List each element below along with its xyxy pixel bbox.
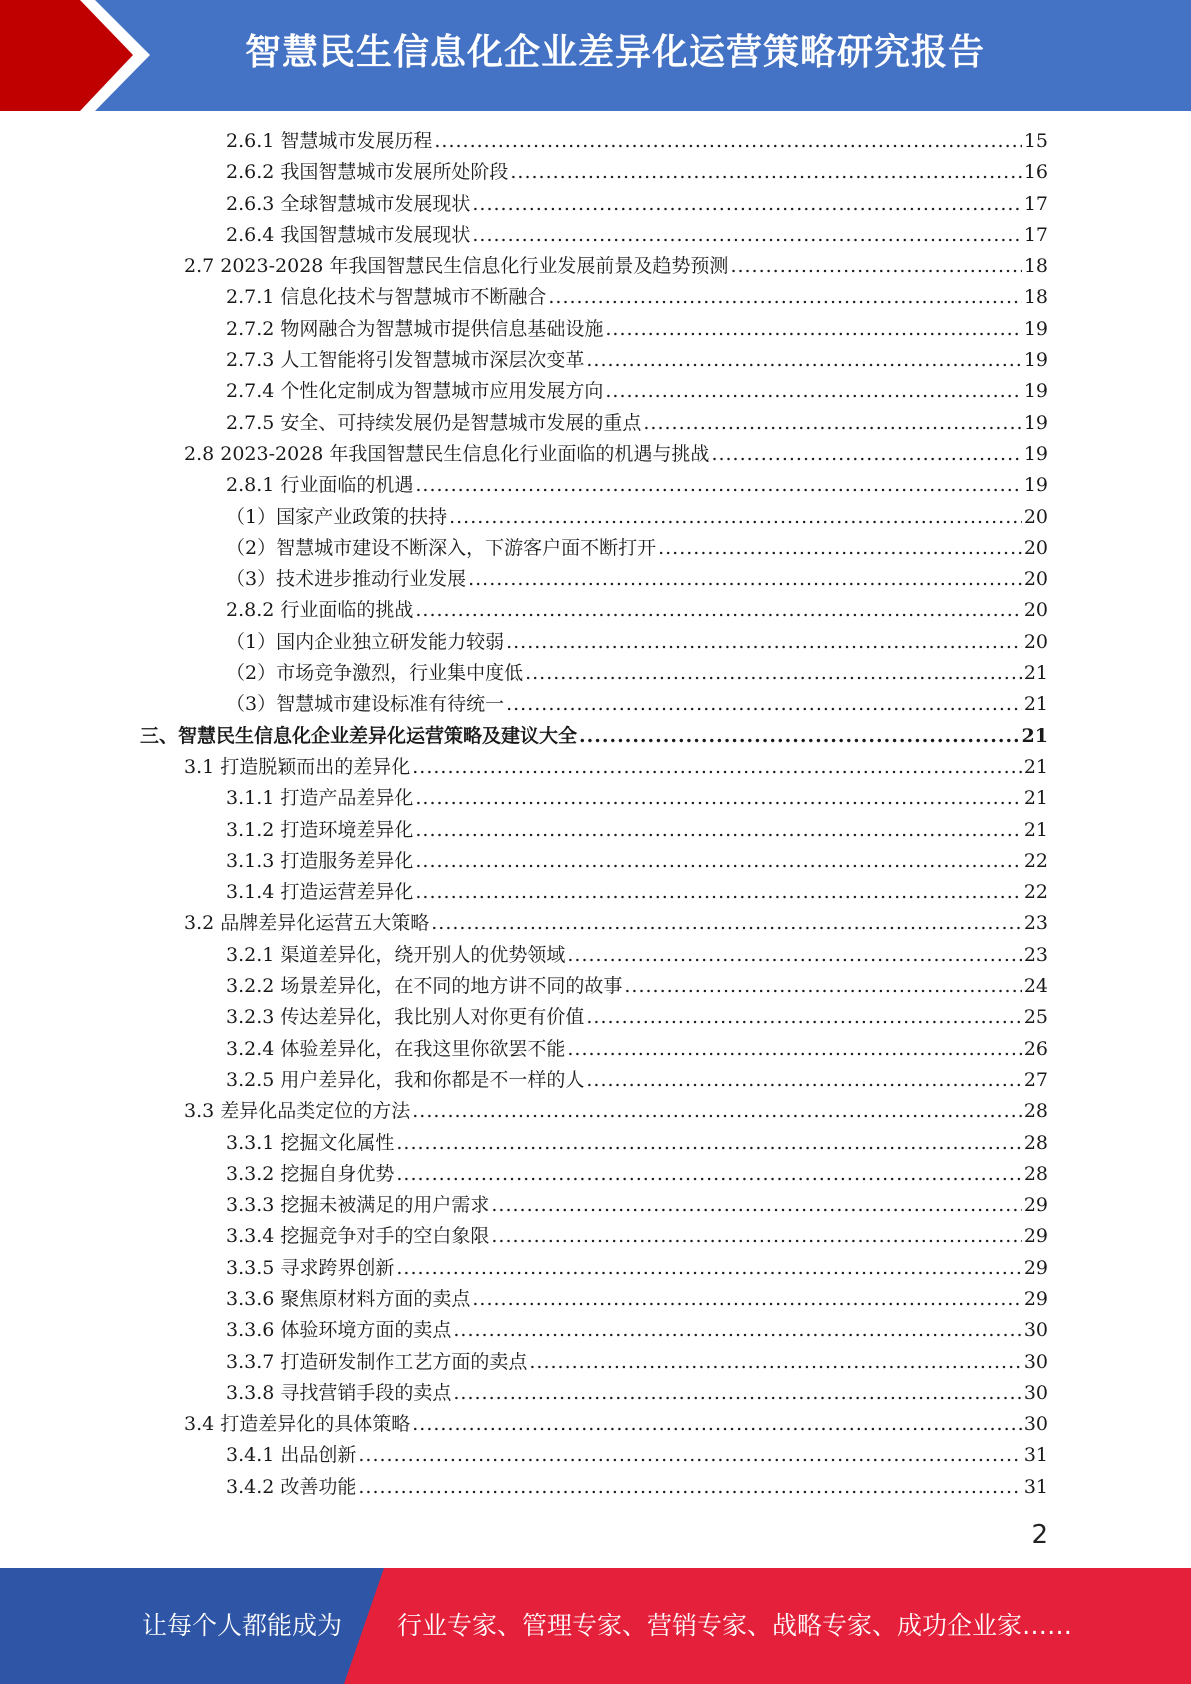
toc-entry[interactable] [0, 126, 1191, 157]
toc-entry-page: 25 [1023, 1006, 1048, 1029]
toc-entry-page: 20 [1023, 536, 1048, 559]
toc-dot-leader [453, 1378, 1021, 1409]
toc-entry[interactable] [0, 1128, 1191, 1159]
toc-entry-title: 3.2.5 用户差异化，我和你都是不一样的人 [226, 1068, 585, 1091]
toc-entry-page: 29 [1023, 1194, 1048, 1217]
toc-entry-title: 3.1 打造脱颖而出的差异化 [184, 755, 411, 778]
toc-entry-title: 3.3.7 打造研发制作工艺方面的卖点 [226, 1350, 528, 1373]
toc-entry[interactable] [0, 1472, 1191, 1503]
toc-dot-leader [415, 815, 1021, 846]
toc-entry-title: 3.3 差异化品类定位的方法 [184, 1100, 411, 1123]
toc-entry-page: 30 [1023, 1381, 1048, 1404]
toc-entry-page: 23 [1023, 912, 1048, 935]
toc-dot-leader [358, 1472, 1021, 1503]
toc-entry[interactable] [0, 752, 1191, 783]
toc-entry[interactable] [0, 314, 1191, 345]
toc-entry-title: 3.3.8 寻找营销手段的卖点 [226, 1381, 452, 1404]
toc-dot-leader [548, 282, 1021, 313]
toc-entry-title: 2.7.1 信息化技术与智慧城市不断融合 [226, 286, 547, 309]
toc-entry[interactable] [0, 408, 1191, 439]
toc-dot-leader [658, 533, 1022, 564]
toc-entry[interactable] [0, 658, 1191, 689]
toc-entry[interactable] [0, 1347, 1191, 1378]
toc-entry-page: 24 [1023, 975, 1048, 998]
toc-entry-page: 20 [1023, 599, 1048, 622]
toc-entry-page: 18 [1023, 255, 1048, 278]
toc-entry-page: 16 [1023, 161, 1048, 184]
toc-entry-title: 3.3.4 挖掘竞争对手的空白象限 [226, 1225, 490, 1248]
toc-dot-leader [529, 1347, 1021, 1378]
toc-entry-title: 2.8 2023-2028 年我国智慧民生信息化行业面临的机遇与挑战 [184, 442, 710, 465]
toc-entry[interactable] [0, 1409, 1191, 1440]
toc-entry-page: 21 [1023, 787, 1048, 810]
toc-entry-title: 3.2.3 传达差异化，我比别人对你更有价值 [226, 1006, 585, 1029]
toc-entry-title: 3.3.1 挖掘文化属性 [226, 1131, 395, 1154]
toc-entry-title: 3.4.1 出品创新 [226, 1444, 357, 1467]
toc-dot-leader [491, 1190, 1021, 1221]
toc-entry-title: 三、智慧民生信息化企业差异化运营策略及建议大全 [140, 724, 578, 747]
toc-dot-leader [468, 564, 1022, 595]
toc-entry[interactable] [0, 470, 1191, 501]
toc-dot-leader [412, 752, 1022, 783]
page-number: 2 [1031, 1520, 1048, 1550]
toc-dot-leader [643, 408, 1021, 439]
toc-dot-leader [730, 251, 1021, 282]
toc-entry-title: 2.7.4 个性化定制成为智慧城市应用发展方向 [226, 380, 604, 403]
toc-dot-leader [510, 157, 1021, 188]
toc-entry[interactable] [0, 345, 1191, 376]
toc-entry-page: 23 [1023, 943, 1048, 966]
toc-entry-page: 20 [1023, 568, 1048, 591]
toc-entry-title: （1）国家产业政策的扶持 [226, 505, 448, 528]
toc-entry-page: 28 [1023, 1162, 1048, 1185]
toc-entry-page: 30 [1023, 1350, 1048, 1373]
toc-entry-title: （2）市场竞争激烈，行业集中度低 [226, 662, 524, 685]
toc-entry-page: 21 [1023, 755, 1048, 778]
toc-dot-leader [586, 1065, 1021, 1096]
toc-entry[interactable] [0, 439, 1191, 470]
toc-entry[interactable] [0, 1159, 1191, 1190]
toc-entry-title: 3.2 品牌差异化运营五大策略 [184, 912, 430, 935]
toc-entry-page: 21 [1023, 662, 1048, 685]
toc-entry-title: 2.6.4 我国智慧城市发展现状 [226, 223, 471, 246]
toc-dot-leader [396, 1128, 1021, 1159]
toc-entry[interactable] [0, 940, 1191, 971]
toc-entry[interactable] [0, 1065, 1191, 1096]
toc-entry-page: 22 [1023, 849, 1048, 872]
toc-entry-title: 2.7.3 人工智能将引发智慧城市深层次变革 [226, 349, 585, 372]
toc-entry[interactable] [0, 1315, 1191, 1346]
toc-entry[interactable] [0, 1190, 1191, 1221]
toc-entry-title: 2.8.1 行业面临的机遇 [226, 474, 414, 497]
toc-entry-page: 28 [1023, 1100, 1048, 1123]
toc-entry-page: 27 [1023, 1068, 1048, 1091]
toc-dot-leader [415, 783, 1021, 814]
toc-entry-page: 19 [1023, 411, 1048, 434]
toc-entry-page: 28 [1023, 1131, 1048, 1154]
toc-entry-page: 21 [1023, 818, 1048, 841]
toc-dot-leader [472, 189, 1021, 220]
table-of-contents [0, 126, 1191, 1503]
toc-entry[interactable] [0, 564, 1191, 595]
toc-dot-leader [567, 1034, 1021, 1065]
toc-entry-title: 2.7.5 安全、可持续发展仍是智慧城市发展的重点 [226, 411, 642, 434]
toc-entry[interactable] [0, 595, 1191, 626]
toc-entry-title: 2.6.2 我国智慧城市发展所处阶段 [226, 161, 509, 184]
toc-entry-page: 18 [1023, 286, 1048, 309]
toc-entry[interactable] [0, 1440, 1191, 1471]
toc-entry-page: 21 [1021, 724, 1048, 747]
toc-entry[interactable] [0, 157, 1191, 188]
toc-dot-leader [358, 1440, 1021, 1471]
toc-entry[interactable] [0, 376, 1191, 407]
toc-entry[interactable] [0, 1253, 1191, 1284]
page-footer [0, 1568, 1191, 1684]
toc-dot-leader [506, 627, 1022, 658]
toc-dot-leader [506, 689, 1022, 720]
toc-entry[interactable] [0, 783, 1191, 814]
toc-dot-leader [449, 502, 1022, 533]
toc-entry-page: 31 [1023, 1475, 1048, 1498]
toc-dot-leader [472, 1284, 1021, 1315]
toc-entry[interactable] [0, 533, 1191, 564]
toc-entry-title: 3.3.6 聚焦原材料方面的卖点 [226, 1287, 471, 1310]
toc-entry[interactable] [0, 815, 1191, 846]
toc-entry-title: 3.1.1 打造产品差异化 [226, 787, 414, 810]
toc-entry[interactable] [0, 282, 1191, 313]
toc-entry-title: 2.8.2 行业面临的挑战 [226, 599, 414, 622]
toc-entry[interactable] [0, 1284, 1191, 1315]
toc-dot-leader [412, 1409, 1022, 1440]
toc-dot-leader [396, 1253, 1021, 1284]
toc-entry-title: 2.7.2 物网融合为智慧城市提供信息基础设施 [226, 317, 604, 340]
toc-entry[interactable] [0, 1378, 1191, 1409]
toc-entry-title: 3.3.5 寻求跨界创新 [226, 1256, 395, 1279]
toc-entry[interactable] [0, 189, 1191, 220]
toc-entry-page: 20 [1023, 630, 1048, 653]
toc-entry-page: 15 [1023, 130, 1048, 152]
toc-entry-page: 20 [1023, 505, 1048, 528]
toc-entry-title: 3.4 打造差异化的具体策略 [184, 1413, 411, 1436]
header-title: 智慧民生信息化企业差异化运营策略研究报告 [245, 32, 986, 73]
toc-dot-leader [567, 940, 1021, 971]
toc-entry-title: 3.2.1 渠道差异化，绕开别人的优势领域 [226, 943, 566, 966]
toc-dot-leader [415, 846, 1021, 877]
toc-entry-page: 19 [1023, 317, 1048, 340]
toc-entry-title: 2.6.3 全球智慧城市发展现状 [226, 192, 471, 215]
toc-dot-leader [711, 439, 1021, 470]
page-header [0, 0, 1191, 111]
footer-right-text: 行业专家、管理专家、营销专家、战略专家、成功企业家…… [397, 1611, 1073, 1640]
toc-entry-page: 19 [1023, 380, 1048, 403]
toc-entry-page: 29 [1023, 1225, 1048, 1248]
toc-entry[interactable] [0, 877, 1191, 908]
toc-entry-title: 3.1.2 打造环境差异化 [226, 818, 414, 841]
toc-dot-leader [579, 721, 1020, 752]
toc-entry[interactable] [0, 502, 1191, 533]
toc-dot-leader [586, 1002, 1021, 1033]
toc-entry-page: 29 [1023, 1287, 1048, 1310]
toc-entry[interactable] [0, 721, 1191, 752]
toc-dot-leader [525, 658, 1022, 689]
toc-entry-page: 29 [1023, 1256, 1048, 1279]
toc-dot-leader [396, 1159, 1021, 1190]
toc-entry[interactable] [0, 251, 1191, 282]
toc-entry-page: 17 [1023, 223, 1048, 246]
toc-entry-page: 30 [1023, 1319, 1048, 1342]
toc-entry-page: 19 [1023, 349, 1048, 372]
toc-entry-title: 3.2.2 场景差异化，在不同的地方讲不同的故事 [226, 975, 623, 998]
toc-dot-leader [491, 1221, 1021, 1252]
toc-dot-leader [605, 376, 1021, 407]
toc-entry[interactable] [0, 1002, 1191, 1033]
toc-dot-leader [605, 314, 1021, 345]
toc-entry-page: 22 [1023, 881, 1048, 904]
toc-dot-leader [453, 1315, 1021, 1346]
toc-entry-title: 3.2.4 体验差异化，在我这里你欲罢不能 [226, 1037, 566, 1060]
toc-entry-page: 26 [1023, 1037, 1048, 1060]
toc-entry[interactable] [0, 1034, 1191, 1065]
toc-entry[interactable] [0, 689, 1191, 720]
toc-entry-title: 3.1.4 打造运营差异化 [226, 881, 414, 904]
footer-left-text: 让每个人都能成为 [142, 1611, 343, 1640]
toc-entry-title: （3）智慧城市建设标准有待统一 [226, 693, 505, 716]
toc-entry[interactable] [0, 971, 1191, 1002]
toc-entry-page: 31 [1023, 1444, 1048, 1467]
toc-entry-title: 2.7 2023-2028 年我国智慧民生信息化行业发展前景及趋势预测 [184, 255, 729, 278]
toc-entry-page: 30 [1023, 1413, 1048, 1436]
toc-entry[interactable] [0, 846, 1191, 877]
toc-dot-leader [434, 126, 1021, 157]
toc-entry[interactable] [0, 1221, 1191, 1252]
toc-dot-leader [431, 908, 1022, 939]
toc-entry-title: 3.4.2 改善功能 [226, 1475, 357, 1498]
toc-entry[interactable] [0, 908, 1191, 939]
toc-dot-leader [412, 1096, 1022, 1127]
toc-entry-title: （3）技术进步推动行业发展 [226, 568, 467, 591]
toc-entry-title: 2.6.1 智慧城市发展历程 [226, 130, 433, 152]
toc-dot-leader [415, 877, 1021, 908]
toc-dot-leader [415, 470, 1021, 501]
toc-entry-page: 21 [1023, 693, 1048, 716]
toc-entry[interactable] [0, 220, 1191, 251]
toc-entry-title: 3.3.2 挖掘自身优势 [226, 1162, 395, 1185]
toc-entry[interactable] [0, 627, 1191, 658]
toc-entry[interactable] [0, 1096, 1191, 1127]
toc-entry-title: （2）智慧城市建设不断深入，下游客户面不断打开 [226, 536, 657, 559]
toc-entry-page: 19 [1023, 474, 1048, 497]
toc-entry-title: 3.1.3 打造服务差异化 [226, 849, 414, 872]
toc-dot-leader [472, 220, 1021, 251]
toc-entry-title: 3.3.6 体验环境方面的卖点 [226, 1319, 452, 1342]
toc-entry-title: （1）国内企业独立研发能力较弱 [226, 630, 505, 653]
toc-entry-page: 17 [1023, 192, 1048, 215]
toc-dot-leader [624, 971, 1021, 1002]
toc-entry-title: 3.3.3 挖掘未被满足的用户需求 [226, 1194, 490, 1217]
toc-dot-leader [415, 595, 1021, 626]
toc-entry-page: 19 [1023, 442, 1048, 465]
toc-dot-leader [586, 345, 1021, 376]
